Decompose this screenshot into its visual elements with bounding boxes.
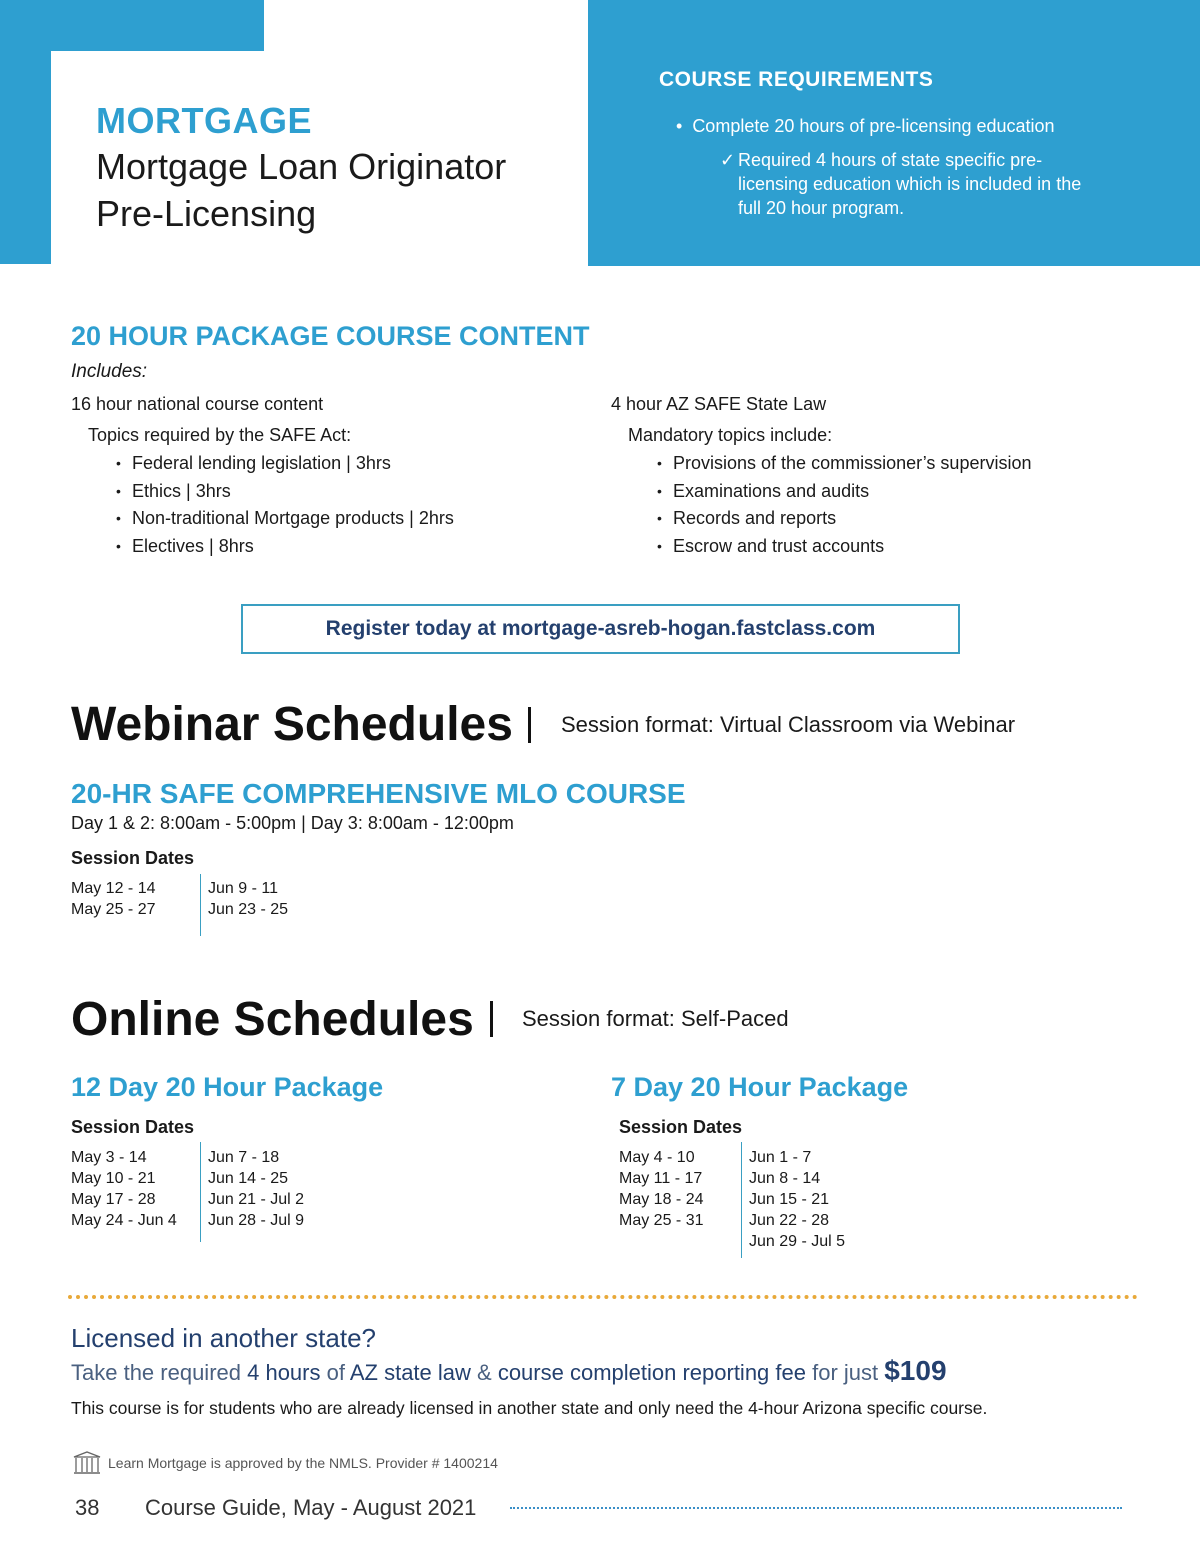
webinar-dates-col-1 bbox=[71, 878, 155, 920]
package-7-dates-col-1 bbox=[619, 1147, 703, 1231]
nmls-logo-icon bbox=[73, 1451, 101, 1475]
list-item: May 10 - 21 bbox=[71, 1170, 156, 1187]
webinar-heading: Webinar Schedules bbox=[71, 698, 513, 751]
requirements-bullet bbox=[676, 116, 1055, 137]
list-item: • Examinations and audits bbox=[657, 478, 1031, 506]
list-item: • Non-traditional Mortgage products | 2hrs bbox=[116, 505, 454, 533]
list-item: • Records and reports bbox=[657, 505, 1031, 533]
requirements-check-item bbox=[720, 148, 1090, 220]
bullet-icon: • bbox=[676, 116, 683, 136]
package-heading: 20 HOUR PACKAGE COURSE CONTENT bbox=[71, 321, 590, 351]
list-item: May 17 - 28 bbox=[71, 1191, 156, 1208]
package-12-dates-divider bbox=[200, 1142, 201, 1242]
licensed-description: This course is for students who are already licensed in another state and only need the 4-hour Arizona specific course. bbox=[71, 1398, 988, 1418]
package-12-dates-col-1 bbox=[71, 1147, 177, 1231]
guide-title: Course Guide, May - August 2021 bbox=[145, 1495, 477, 1520]
list-item: Jun 14 - 25 bbox=[208, 1170, 289, 1187]
mandatory-topics-subtitle: Mandatory topics include: bbox=[628, 425, 833, 445]
list-item: • Electives | 8hrs bbox=[116, 533, 454, 561]
list-item: Jun 7 - 18 bbox=[208, 1149, 280, 1166]
offer-text: for just bbox=[805, 1360, 885, 1385]
package-7-dates-divider bbox=[741, 1142, 742, 1258]
checkmark-icon: ✓ bbox=[720, 150, 736, 170]
register-link-text[interactable]: Register today at mortgage-asreb-hogan.fastclass.com bbox=[325, 617, 876, 640]
requirements-bullet-text: Complete 20 hours of pre-licensing education bbox=[692, 116, 1055, 136]
list-item: Jun 15 - 21 bbox=[749, 1191, 830, 1208]
webinar-course-title: 20-HR SAFE COMPREHENSIVE MLO COURSE bbox=[71, 778, 686, 809]
package-7-dates-col-2 bbox=[749, 1147, 845, 1252]
requirements-title: COURSE REQUIREMENTS bbox=[659, 68, 934, 91]
section-dotted-divider bbox=[68, 1295, 1138, 1299]
list-item: Jun 1 - 7 bbox=[749, 1149, 812, 1166]
mandatory-topic-list bbox=[657, 450, 1031, 560]
offer-emphasis: course completion reporting fee bbox=[497, 1360, 806, 1385]
webinar-heading-divider bbox=[528, 707, 531, 743]
licensed-title: Licensed in another state? bbox=[71, 1323, 376, 1353]
webinar-format: Session format: Virtual Classroom via Webinar bbox=[561, 712, 1016, 737]
footer-dotted-rule bbox=[510, 1507, 1122, 1509]
list-item: Jun 29 - Jul 5 bbox=[749, 1233, 846, 1250]
register-link-box[interactable] bbox=[241, 604, 960, 654]
webinar-course-time: Day 1 & 2: 8:00am - 5:00pm | Day 3: 8:00am - 12:00pm bbox=[71, 813, 514, 833]
webinar-session-label: Session Dates bbox=[71, 848, 195, 868]
list-item: May 11 - 17 bbox=[619, 1170, 703, 1187]
list-item: Jun 9 - 11 bbox=[208, 880, 278, 897]
state-law-title: 4 hour AZ SAFE State Law bbox=[611, 394, 827, 414]
online-format: Session format: Self-Paced bbox=[522, 1006, 789, 1031]
offer-text: & bbox=[470, 1360, 498, 1385]
list-item: May 12 - 14 bbox=[71, 880, 156, 897]
list-item: May 24 - Jun 4 bbox=[71, 1212, 177, 1229]
package-7-day-title: 7 Day 20 Hour Package bbox=[611, 1072, 909, 1102]
safe-act-topic-list bbox=[116, 450, 454, 560]
package-12-dates-col-2 bbox=[208, 1147, 304, 1231]
list-item: May 25 - 27 bbox=[71, 901, 156, 918]
requirements-check-text: Required 4 hours of state specific pre-licensing education which is included in the full 20 hour program. bbox=[738, 150, 1082, 218]
course-title-line-2: Pre-Licensing bbox=[96, 193, 317, 234]
online-heading-divider bbox=[490, 1001, 493, 1037]
list-item: • Federal lending legislation | 3hrs bbox=[116, 450, 454, 478]
webinar-dates-divider bbox=[200, 874, 201, 936]
offer-emphasis: 4 hours bbox=[247, 1360, 321, 1385]
offer-text: Take the required bbox=[71, 1360, 248, 1385]
safe-act-subtitle: Topics required by the SAFE Act: bbox=[88, 425, 352, 445]
list-item: Jun 8 - 14 bbox=[749, 1170, 821, 1187]
list-item: May 18 - 24 bbox=[619, 1191, 704, 1208]
national-content-title: 16 hour national course content bbox=[71, 394, 324, 414]
includes-label: Includes: bbox=[71, 361, 148, 382]
offer-text: of bbox=[320, 1360, 350, 1385]
list-item: • Ethics | 3hrs bbox=[116, 478, 454, 506]
list-item: • Provisions of the commissioner’s supervision bbox=[657, 450, 1031, 478]
list-item: Jun 21 - Jul 2 bbox=[208, 1191, 305, 1208]
webinar-dates-col-2 bbox=[208, 878, 288, 920]
page-number: 38 bbox=[75, 1495, 100, 1520]
list-item: Jun 23 - 25 bbox=[208, 901, 289, 918]
list-item: May 3 - 14 bbox=[71, 1149, 147, 1166]
list-item: May 4 - 10 bbox=[619, 1149, 695, 1166]
package-12-day-title: 12 Day 20 Hour Package bbox=[71, 1072, 384, 1102]
online-heading: Online Schedules bbox=[71, 993, 474, 1046]
list-item: Jun 28 - Jul 9 bbox=[208, 1212, 305, 1229]
offer-price: $109 bbox=[884, 1355, 947, 1386]
list-item: May 25 - 31 bbox=[619, 1212, 704, 1229]
package-12-session-label: Session Dates bbox=[71, 1117, 195, 1137]
list-item: Jun 22 - 28 bbox=[749, 1212, 830, 1229]
course-title-line-1: Mortgage Loan Originator bbox=[96, 146, 507, 187]
list-item: • Escrow and trust accounts bbox=[657, 533, 1031, 561]
nmls-approval-text: Learn Mortgage is approved by the NMLS. Provider # 1400214 bbox=[108, 1455, 498, 1471]
package-7-session-label: Session Dates bbox=[619, 1117, 743, 1137]
offer-emphasis: AZ state law bbox=[349, 1360, 471, 1385]
category-title: MORTGAGE bbox=[96, 100, 312, 141]
licensed-offer-line bbox=[71, 1355, 947, 1387]
